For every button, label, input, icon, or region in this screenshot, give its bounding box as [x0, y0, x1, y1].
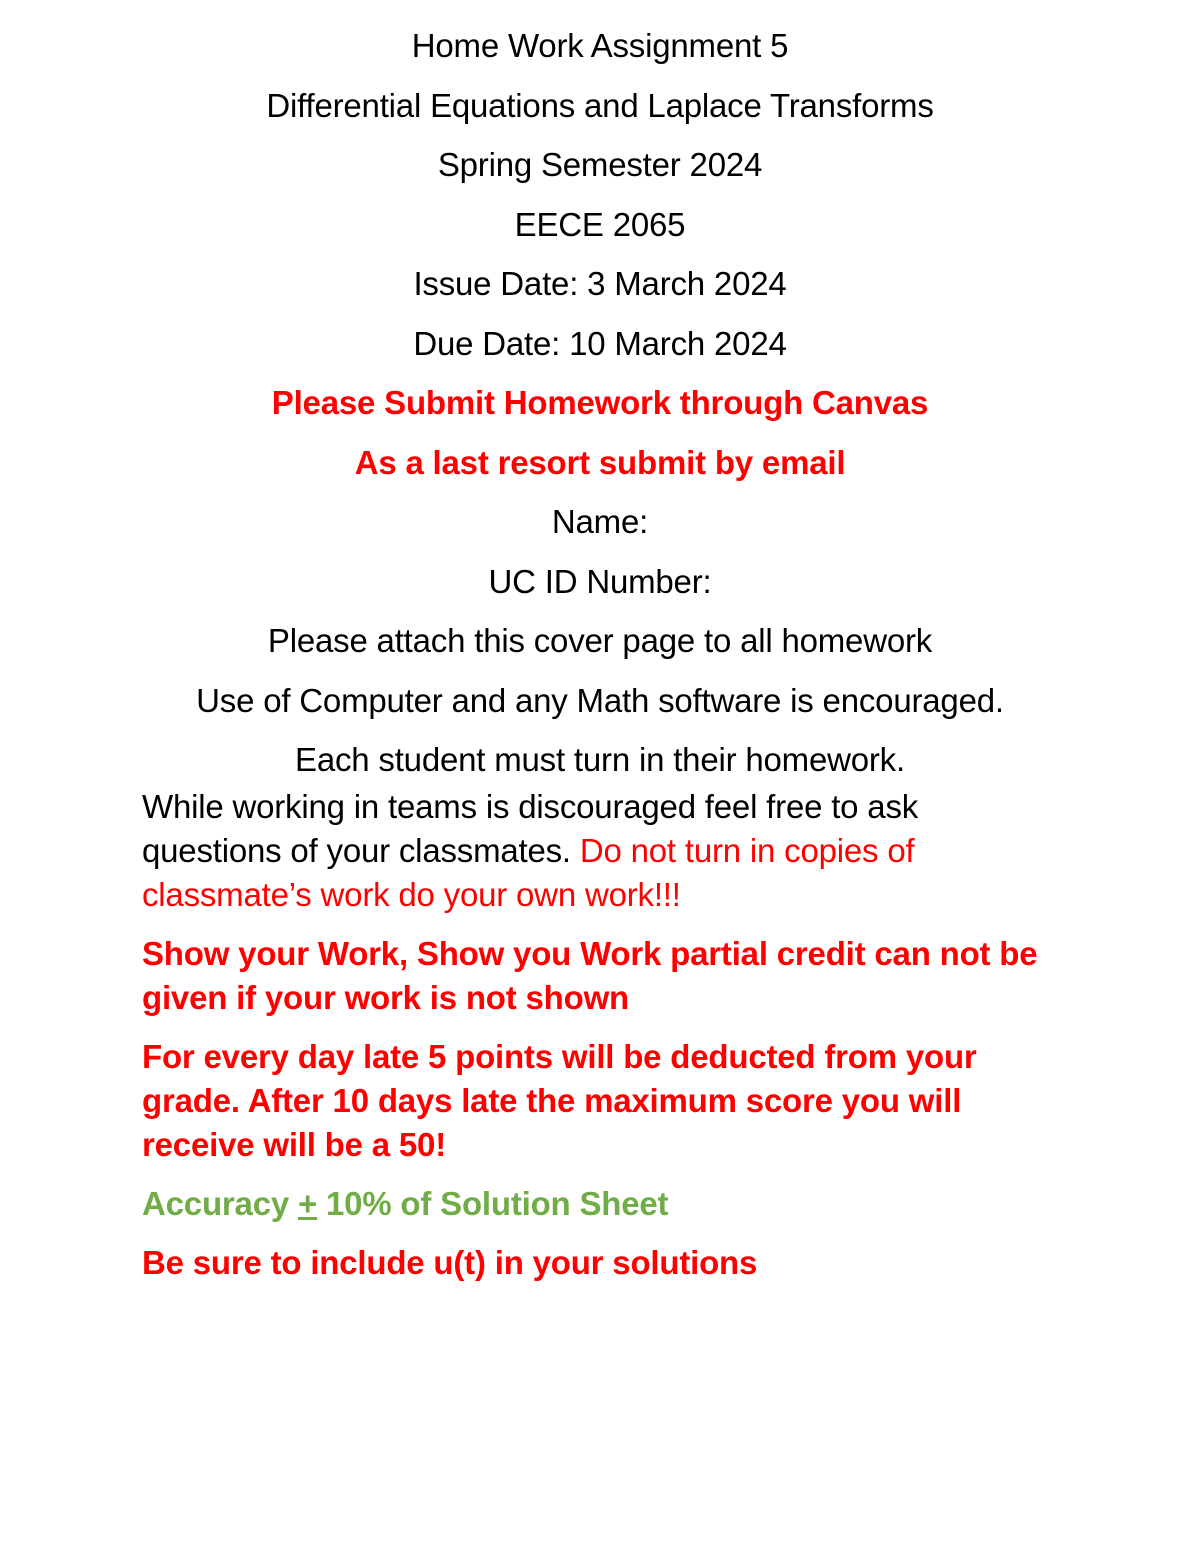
- late-policy-warning: For every day late 5 points will be deducted from your grade. After 10 days late the maximum score you will receive will be a 50!: [142, 1038, 977, 1163]
- teamwork-text: While working in teams is discouraged feel free to ask questions of your classmates.: [142, 788, 919, 869]
- policy-block: [142, 785, 1062, 1300]
- accuracy-note: [142, 1182, 1062, 1226]
- plus-minus-symbol: +: [297, 1185, 318, 1222]
- course-code: EECE 2065: [514, 205, 686, 243]
- assignment-title: Home Work Assignment 5: [411, 27, 789, 64]
- accuracy-prefix: Accuracy: [142, 1185, 298, 1222]
- accuracy-suffix: 10% of Solution Sheet: [317, 1185, 669, 1222]
- no-copies-warning: Do not turn in copies of classmate’s work do your own work!!!: [142, 832, 915, 913]
- include-ut-warning: Be sure to include u(t) in your solutions: [142, 1244, 758, 1281]
- teamwork-paragraph: [142, 785, 1062, 917]
- submit-email-notice: As a last resort submit by email: [354, 443, 846, 481]
- submit-canvas-notice: Please Submit Homework through Canvas: [271, 384, 929, 421]
- show-work-warning: Show your Work, Show you Work partial credit can not be given if your work is not shown: [142, 935, 1038, 1016]
- attach-cover-instruction: Please attach this cover page to all homework: [267, 622, 933, 659]
- individual-instruction: Each student must turn in their homework.: [295, 741, 905, 778]
- due-date: Due Date: 10 March 2024: [413, 324, 787, 362]
- name-field-label: Name:: [551, 503, 649, 540]
- semester: Spring Semester 2024: [437, 146, 763, 183]
- uc-id-field-label: UC ID Number:: [488, 562, 712, 600]
- course-name: Differential Equations and Laplace Transforms: [266, 86, 934, 124]
- software-instruction: Use of Computer and any Math software is encouraged.: [196, 681, 1004, 719]
- issue-date: Issue Date: 3 March 2024: [413, 265, 787, 302]
- header-block: [0, 16, 1200, 790]
